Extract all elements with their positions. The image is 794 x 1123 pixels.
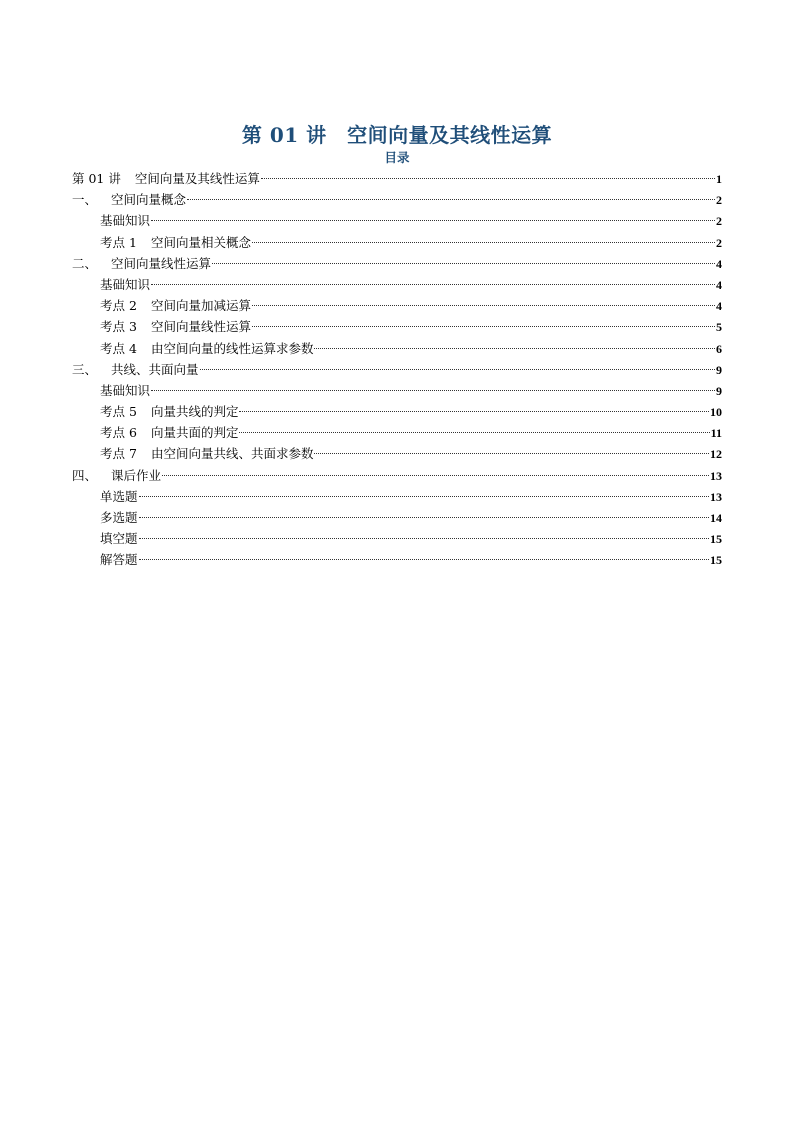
toc-entry[interactable] [72,486,722,507]
toc-entry-number: 二、 [72,255,98,271]
toc-entry-title[interactable] [72,465,161,486]
toc-page-number: 2 [716,193,722,208]
toc-page-number: 2 [716,214,722,229]
toc-entry-label: 基础知识 [100,213,151,229]
dot-leader [212,263,715,264]
dot-leader [252,242,715,243]
dot-leader [252,326,715,327]
toc-page-number: 13 [710,489,722,504]
toc-entry-label: 由空间向量共线、共面求参数 [150,446,314,462]
toc-entry[interactable] [72,528,722,549]
dot-leader [314,453,709,454]
toc-entry-label: 解答题 [100,552,138,568]
toc-entry[interactable] [72,189,722,210]
toc-entry[interactable] [72,338,722,359]
toc-entry-title[interactable] [100,549,138,570]
toc-page-number: 11 [710,426,722,441]
dot-leader [151,390,715,391]
toc-entry-number: 考点 1 [100,234,137,250]
toc-entry[interactable] [72,422,722,443]
toc-entry-label: 向量共线的判定 [150,404,239,420]
toc-entry-label: 空间向量相关概念 [150,234,251,250]
toc-entry-number: 考点 4 [100,340,137,356]
toc-entry-label: 课后作业 [111,467,162,483]
dot-leader [139,517,709,518]
toc-entry-number: 第 01 讲 [72,171,121,186]
page-title: 第 01 讲 空间向量及其线性运算 [241,123,553,148]
toc-page-number: 4 [716,299,722,314]
toc-entry-label: 空间向量及其线性运算 [134,171,260,186]
dot-leader [139,496,709,497]
toc-heading: 目录 [384,150,410,165]
toc-page-number: 9 [716,362,722,377]
toc-page-number: 13 [710,468,722,483]
toc-entry[interactable] [72,465,722,486]
toc-entry-number: 三、 [72,361,98,377]
toc-entry[interactable] [72,295,722,316]
toc-entry-title[interactable] [100,401,238,422]
toc-entry-title[interactable] [100,316,251,337]
toc-page-number: 6 [716,341,722,356]
dot-leader [139,559,709,560]
toc-entry[interactable] [72,316,722,337]
toc-entry-number: 考点 6 [100,425,137,441]
toc-entry[interactable] [72,401,722,422]
toc-entry[interactable] [72,253,722,274]
toc-entry-title[interactable] [100,380,150,401]
dot-leader [200,369,715,370]
toc-page-number: 5 [716,320,722,335]
dot-leader [139,538,709,539]
dot-leader [162,475,709,476]
toc-entry[interactable] [72,168,722,189]
dot-leader [314,348,715,349]
toc-page-number: 15 [710,532,722,547]
toc-entry-number: 考点 7 [100,446,137,462]
toc-entry-title[interactable] [100,507,138,528]
toc-entry-title[interactable] [72,168,260,189]
toc-entry-title[interactable] [100,232,251,253]
toc-page-number: 12 [710,447,722,462]
toc-entry[interactable] [72,274,722,295]
dot-leader [187,199,715,200]
toc-entry-title[interactable] [100,295,251,316]
toc-entry-label: 空间向量概念 [111,192,187,208]
toc-entry-title[interactable] [72,253,211,274]
toc-entry-label: 基础知识 [100,382,151,398]
toc-page-number: 10 [710,405,722,420]
toc-page-number: 4 [716,256,722,271]
toc-entry[interactable] [72,359,722,380]
toc-page-number: 1 [716,172,722,186]
dot-leader [239,411,709,412]
toc-entry-number: 考点 3 [100,319,137,335]
dot-leader [261,178,715,179]
dot-leader [151,220,715,221]
toc-entry[interactable] [72,549,722,570]
dot-leader [151,284,715,285]
toc-entry-title[interactable] [100,210,150,231]
toc-entry-label: 基础知识 [100,276,151,292]
toc-page-number: 2 [716,235,722,250]
toc-entry-label: 空间向量线性运算 [150,319,251,335]
toc-entry[interactable] [72,210,722,231]
toc-entry-number: 一、 [72,192,98,208]
toc-page-number: 4 [716,277,722,292]
dot-leader [252,305,715,306]
toc-entry[interactable] [72,507,722,528]
toc-entry-title[interactable] [100,422,238,443]
toc-entry-number: 四、 [72,467,98,483]
toc-entry[interactable] [72,380,722,401]
toc-entry-label: 由空间向量的线性运算求参数 [150,340,314,356]
toc-entry-label: 多选题 [100,510,138,525]
toc-entry[interactable] [72,443,722,464]
toc-entry-title[interactable] [100,528,138,549]
toc-page-number: 14 [710,511,722,525]
table-of-contents [72,168,722,571]
toc-entry[interactable] [72,232,722,253]
toc-entry-label: 空间向量线性运算 [111,255,212,271]
toc-page-number: 15 [710,553,722,568]
toc-entry-label: 空间向量加减运算 [150,298,251,314]
toc-entry-title[interactable] [100,338,313,359]
toc-entry-label: 填空题 [100,531,138,547]
toc-entry-number: 考点 2 [100,298,137,314]
toc-entry-title[interactable] [100,443,313,464]
toc-entry-label: 共线、共面向量 [111,361,199,377]
toc-entry-title[interactable] [100,486,138,507]
toc-entry-title[interactable] [72,189,186,210]
toc-page-number: 9 [716,383,722,398]
toc-entry-title[interactable] [72,359,199,380]
dot-leader [239,432,709,433]
toc-entry-label: 单选题 [100,488,138,504]
toc-entry-number: 考点 5 [100,404,137,420]
toc-entry-label: 向量共面的判定 [150,425,239,441]
toc-entry-title[interactable] [100,274,150,295]
